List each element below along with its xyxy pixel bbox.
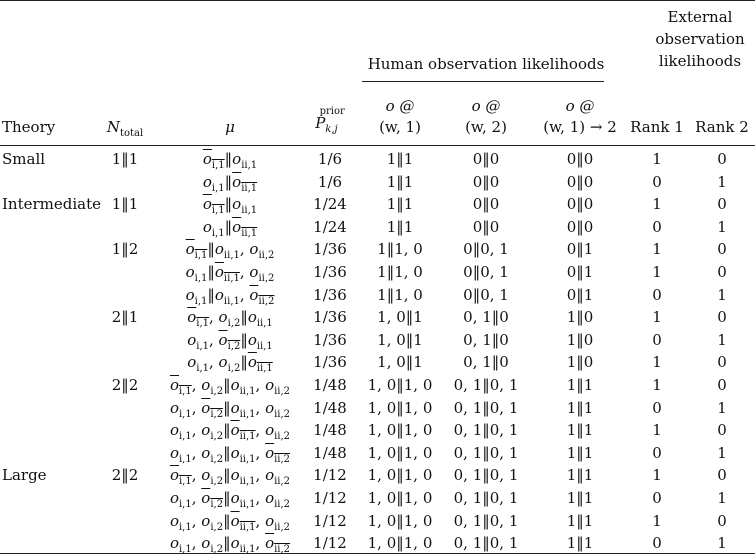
- obs2-line-1: o @: [471, 97, 501, 115]
- observation-term: $o_{i,1}$: [169, 444, 192, 465]
- observation-term-negated: $o_{ii,1}$: [232, 173, 258, 194]
- observation-term-negated: $o_{i,1}$: [169, 376, 192, 397]
- observation-term-negated: $o_{i,1}$: [202, 150, 225, 171]
- observation-term: $o_{i,2}$: [201, 376, 224, 397]
- h3-cell: 1‖1: [566, 534, 594, 552]
- observation-term-negated: $o_{i,2}$: [201, 489, 224, 510]
- r1-cell: 1: [652, 466, 662, 484]
- h2-cell: 0, 1‖0, 1: [453, 444, 519, 462]
- r2-cell: 0: [717, 195, 727, 213]
- p-cell: 1/12: [313, 512, 347, 530]
- observation-term: $o_{ii,1}$: [214, 286, 240, 307]
- h1-cell: 1, 0‖1: [377, 308, 423, 326]
- observation-term: $o_{i,2}$: [218, 308, 241, 329]
- r2-cell: 0: [717, 240, 727, 258]
- theory-cell: Large: [2, 466, 47, 484]
- ntotal-cell: 2‖1: [111, 308, 139, 326]
- observation-term: $o_{ii,2}$: [265, 376, 291, 397]
- obs3-line-1: o @: [565, 97, 595, 115]
- r1-cell: 1: [652, 376, 662, 394]
- observation-term: $o_{ii,1}$: [230, 444, 256, 465]
- h2-cell: 0, 1‖0: [463, 331, 509, 349]
- r2-cell: 0: [717, 353, 727, 371]
- ntotal-cell: 1‖1: [111, 195, 139, 213]
- h2-cell: 0, 1‖0, 1: [453, 421, 519, 439]
- mu-cell: $o_{i,1}$, $o_{i,2}‖o_{ii,1}$: [187, 331, 273, 352]
- observation-term: $o_{i,1}$: [187, 331, 209, 352]
- h3-cell: 0‖1: [566, 286, 594, 304]
- p-cell: 1/6: [317, 150, 343, 168]
- col-prior: [315, 106, 345, 135]
- observation-term-negated: $o_{i,1}$: [185, 240, 208, 261]
- observation-term: $o_{ii,2}$: [265, 489, 291, 510]
- observation-term: $o_{i,1}$: [169, 421, 192, 442]
- observation-term: $o_{i,1}$: [185, 286, 208, 307]
- external-title-line-1: External: [667, 8, 733, 26]
- h1-cell: 1‖1: [386, 173, 414, 191]
- observation-term-negated: $o_{ii,1}$: [230, 421, 256, 442]
- r2-cell: 0: [717, 150, 727, 168]
- observation-term: $o_{ii,2}$: [265, 421, 291, 442]
- observation-term: $o_{ii,2}$: [249, 263, 275, 284]
- r2-cell: 1: [717, 286, 727, 304]
- p-cell: 1/24: [313, 218, 347, 236]
- h1-cell: 1‖1, 0: [377, 263, 423, 281]
- r1-cell: 0: [652, 399, 662, 417]
- r1-cell: 0: [652, 331, 662, 349]
- observation-term: $o_{ii,1}$: [247, 308, 273, 329]
- mu-cell: $o_{i,1}‖o_{ii,1}$, $o_{ii,2}$: [185, 263, 275, 284]
- theory-cell: Intermediate: [2, 195, 102, 213]
- mu-cell: $o_{i,1}$, $o_{i,2}‖o_{ii,1}$, $o_{ii,2}$: [169, 421, 291, 442]
- r2-cell: 1: [717, 331, 727, 349]
- r1-cell: 1: [652, 512, 662, 530]
- h3-cell: 0‖0: [566, 195, 594, 213]
- observation-term-negated: $o_{ii,1}$: [247, 353, 273, 374]
- theory-cell: Small: [2, 150, 46, 168]
- observation-term-negated: $o_{ii,2}$: [249, 286, 275, 307]
- observation-term-negated: $o_{ii,2}$: [265, 534, 291, 555]
- r1-cell: 0: [652, 218, 662, 236]
- h2-cell: 0‖0: [472, 218, 500, 236]
- r2-cell: 0: [717, 421, 727, 439]
- mu-cell: $o_{i,1}‖o_{ii,1}$: [202, 195, 258, 216]
- h1-cell: 1, 0‖1, 0: [367, 466, 433, 484]
- r1-cell: 0: [652, 173, 662, 191]
- r1-cell: 1: [652, 353, 662, 371]
- human-title: Human observation likelihoods: [367, 55, 605, 73]
- external-title-line-3: likelihoods: [658, 52, 742, 70]
- col-theory: Theory: [2, 118, 56, 136]
- obs1-line-2: (w, 1): [379, 118, 421, 136]
- p-cell: 1/12: [313, 534, 347, 552]
- header-bottom-rule: [0, 145, 755, 146]
- r2-cell: 0: [717, 376, 727, 394]
- p-cell: 1/12: [313, 466, 347, 484]
- r2-cell: 0: [717, 466, 727, 484]
- p-cell: 1/12: [313, 489, 347, 507]
- observation-term: $o_{ii,2}$: [265, 399, 291, 420]
- h3-cell: 0‖0: [566, 150, 594, 168]
- human-group-rule: [362, 81, 604, 82]
- observation-term: $o_{ii,2}$: [265, 466, 291, 487]
- h1-cell: 1‖1, 0: [377, 240, 423, 258]
- col-prior-sup: prior: [319, 106, 345, 117]
- r2-cell: 1: [717, 444, 727, 462]
- h3-cell: 1‖1: [566, 512, 594, 530]
- h2-cell: 0‖0, 1: [463, 286, 509, 304]
- col-ntotal: [106, 118, 144, 139]
- p-cell: 1/48: [313, 444, 347, 462]
- obs3-line-2: (w, 1) → 2: [543, 118, 617, 136]
- h2-cell: 0, 1‖0, 1: [453, 534, 519, 552]
- mu-cell: $o_{i,1}$, $o_{i,2}‖o_{ii,1}$, $o_{ii,2}$: [169, 512, 291, 533]
- r1-cell: 1: [652, 421, 662, 439]
- h1-cell: 1, 0‖1, 0: [367, 444, 433, 462]
- p-cell: 1/36: [313, 353, 347, 371]
- observation-term: $o_{i,1}$: [169, 512, 192, 533]
- observation-term: $o_{i,1}$: [169, 534, 192, 555]
- observation-term: $o_{ii,1}$: [232, 150, 258, 171]
- observation-term: $o_{i,1}$: [202, 173, 225, 194]
- mu-cell: $o_{i,1}$, $o_{i,2}‖o_{ii,1}$, $o_{ii,2}$: [169, 444, 291, 465]
- h2-cell: 0, 1‖0, 1: [453, 489, 519, 507]
- mu-cell: $o_{i,1}$, $o_{i,2}‖o_{ii,1}$, $o_{ii,2}$: [169, 399, 291, 420]
- observation-term: $o_{ii,1}$: [232, 195, 258, 216]
- h2-cell: 0, 1‖0: [463, 353, 509, 371]
- r2-cell: 1: [717, 399, 727, 417]
- r1-cell: 0: [652, 444, 662, 462]
- h2-cell: 0, 1‖0, 1: [453, 399, 519, 417]
- r2-cell: 1: [717, 218, 727, 236]
- h3-cell: 0‖0: [566, 218, 594, 236]
- observation-term: $o_{i,1}$: [169, 399, 192, 420]
- observation-term-negated: $o_{ii,1}$: [232, 218, 258, 239]
- mu-cell: $o_{i,1}$, $o_{i,2}‖o_{ii,1}$, $o_{ii,2}$: [169, 534, 291, 555]
- observation-term: $o_{ii,1}$: [247, 331, 273, 352]
- observation-term: $o_{ii,1}$: [230, 376, 256, 397]
- h3-cell: 1‖0: [566, 353, 594, 371]
- h1-cell: 1‖1: [386, 218, 414, 236]
- ntotal-cell: 1‖2: [111, 240, 139, 258]
- observation-term: $o_{ii,1}$: [214, 240, 240, 261]
- mu-cell: $o_{i,1}$, $o_{i,2}‖o_{ii,1}$: [187, 353, 273, 374]
- h3-cell: 1‖0: [566, 308, 594, 326]
- col-ntotal-n: N: [106, 118, 120, 136]
- observation-term: $o_{ii,1}$: [230, 489, 256, 510]
- observation-term-negated: $o_{i,2}$: [201, 399, 224, 420]
- p-cell: 1/36: [313, 331, 347, 349]
- r1-cell: 1: [652, 263, 662, 281]
- h3-cell: 1‖1: [566, 399, 594, 417]
- r2-cell: 0: [717, 512, 727, 530]
- observation-term: $o_{i,1}$: [202, 218, 225, 239]
- h1-cell: 1, 0‖1, 0: [367, 399, 433, 417]
- h1-cell: 1, 0‖1, 0: [367, 512, 433, 530]
- h2-cell: 0, 1‖0: [463, 308, 509, 326]
- r2-cell: 0: [717, 308, 727, 326]
- observation-term-negated: $o_{i,2}$: [218, 331, 241, 352]
- h1-cell: 1‖1: [386, 195, 414, 213]
- p-cell: 1/48: [313, 399, 347, 417]
- h3-cell: 0‖1: [566, 240, 594, 258]
- r1-cell: 1: [652, 308, 662, 326]
- ntotal-cell: 2‖2: [111, 466, 139, 484]
- observation-term: $o_{i,2}$: [201, 512, 224, 533]
- p-cell: 1/48: [313, 421, 347, 439]
- h1-cell: 1, 0‖1: [377, 353, 423, 371]
- h3-cell: 0‖1: [566, 263, 594, 281]
- r2-cell: 1: [717, 489, 727, 507]
- r2-cell: 0: [717, 263, 727, 281]
- h2-cell: 0, 1‖0, 1: [453, 376, 519, 394]
- h3-cell: 1‖1: [566, 489, 594, 507]
- h3-cell: 1‖1: [566, 376, 594, 394]
- h3-cell: 1‖1: [566, 466, 594, 484]
- observation-term: $o_{i,2}$: [201, 444, 224, 465]
- p-cell: 1/36: [313, 308, 347, 326]
- col-prior-p: P: [315, 114, 326, 132]
- mu-cell: $o_{i,1}‖o_{ii,1}$: [202, 150, 258, 171]
- mu-cell: $o_{i,1}‖o_{ii,1}$: [202, 218, 258, 239]
- r1-cell: 0: [652, 489, 662, 507]
- r1-cell: 1: [652, 150, 662, 168]
- r2-cell: 1: [717, 534, 727, 552]
- h3-cell: 1‖1: [566, 444, 594, 462]
- ntotal-cell: 2‖2: [111, 376, 139, 394]
- observation-term: $o_{i,2}$: [201, 466, 224, 487]
- h2-cell: 0, 1‖0, 1: [453, 466, 519, 484]
- h2-cell: 0‖0, 1: [463, 263, 509, 281]
- observation-term: $o_{i,1}$: [187, 353, 209, 374]
- observation-term: $o_{i,1}$: [185, 263, 208, 284]
- observation-term-negated: $o_{ii,1}$: [230, 512, 256, 533]
- r1-cell: 0: [652, 534, 662, 552]
- h2-cell: 0‖0: [472, 173, 500, 191]
- external-title-line-2: observation: [655, 30, 745, 48]
- observation-term: $o_{i,2}$: [201, 534, 224, 555]
- observation-term-negated: $o_{i,1}$: [187, 308, 209, 329]
- r1-cell: 1: [652, 240, 662, 258]
- mu-cell: $o_{i,1}$, $o_{i,2}‖o_{ii,1}$, $o_{ii,2}$: [169, 466, 291, 487]
- observation-term: $o_{i,2}$: [218, 353, 241, 374]
- mu-cell: $o_{i,1}$, $o_{i,2}‖o_{ii,1}$, $o_{ii,2}$: [169, 376, 291, 397]
- p-cell: 1/36: [313, 240, 347, 258]
- observation-term: $o_{ii,2}$: [265, 512, 291, 533]
- col-rank-1: Rank 1: [630, 118, 684, 136]
- top-rule: [0, 0, 755, 1]
- h1-cell: 1, 0‖1, 0: [367, 534, 433, 552]
- h1-cell: 1, 0‖1, 0: [367, 489, 433, 507]
- h3-cell: 1‖0: [566, 331, 594, 349]
- obs2-line-2: (w, 2): [465, 118, 507, 136]
- col-ntotal-sub: total: [119, 128, 144, 139]
- p-cell: 1/6: [317, 173, 343, 191]
- mu-cell: $o_{i,1}$, $o_{i,2}‖o_{ii,1}$, $o_{ii,2}$: [169, 489, 291, 510]
- p-cell: 1/24: [313, 195, 347, 213]
- h3-cell: 1‖1: [566, 421, 594, 439]
- col-rank-2: Rank 2: [695, 118, 749, 136]
- h2-cell: 0‖0: [472, 150, 500, 168]
- col-prior-sub: k,j: [325, 124, 338, 135]
- observation-term: $o_{ii,2}$: [249, 240, 275, 261]
- observation-term-negated: $o_{i,1}$: [202, 195, 225, 216]
- h1-cell: 1‖1, 0: [377, 286, 423, 304]
- h2-cell: 0‖0: [472, 195, 500, 213]
- obs1-line-1: o @: [385, 97, 415, 115]
- h1-cell: 1, 0‖1, 0: [367, 376, 433, 394]
- observation-term-negated: $o_{ii,1}$: [214, 263, 240, 284]
- h3-cell: 0‖0: [566, 173, 594, 191]
- p-cell: 1/36: [313, 286, 347, 304]
- col-mu: μ: [225, 118, 235, 136]
- mu-cell: $o_{i,1}$, $o_{i,2}‖o_{ii,1}$: [187, 308, 273, 329]
- observation-term-negated: $o_{i,1}$: [169, 466, 192, 487]
- observation-term: $o_{ii,1}$: [230, 466, 256, 487]
- observation-term-negated: $o_{ii,2}$: [265, 444, 291, 465]
- h1-cell: 1, 0‖1, 0: [367, 421, 433, 439]
- h1-cell: 1‖1: [386, 150, 414, 168]
- p-cell: 1/48: [313, 376, 347, 394]
- observation-term: $o_{ii,1}$: [230, 399, 256, 420]
- r1-cell: 1: [652, 195, 662, 213]
- ntotal-cell: 1‖1: [111, 150, 139, 168]
- observation-term: $o_{i,2}$: [201, 421, 224, 442]
- mu-cell: $o_{i,1}‖o_{ii,1}$: [202, 173, 258, 194]
- observation-term: $o_{ii,1}$: [230, 534, 256, 555]
- r1-cell: 0: [652, 286, 662, 304]
- p-cell: 1/36: [313, 263, 347, 281]
- h2-cell: 0‖0, 1: [463, 240, 509, 258]
- h2-cell: 0, 1‖0, 1: [453, 512, 519, 530]
- mu-cell: $o_{i,1}‖o_{ii,1}$, $o_{ii,2}$: [185, 240, 275, 261]
- observation-term: $o_{i,1}$: [169, 489, 192, 510]
- mu-cell: $o_{i,1}‖o_{ii,1}$, $o_{ii,2}$: [185, 286, 275, 307]
- h1-cell: 1, 0‖1: [377, 331, 423, 349]
- r2-cell: 1: [717, 173, 727, 191]
